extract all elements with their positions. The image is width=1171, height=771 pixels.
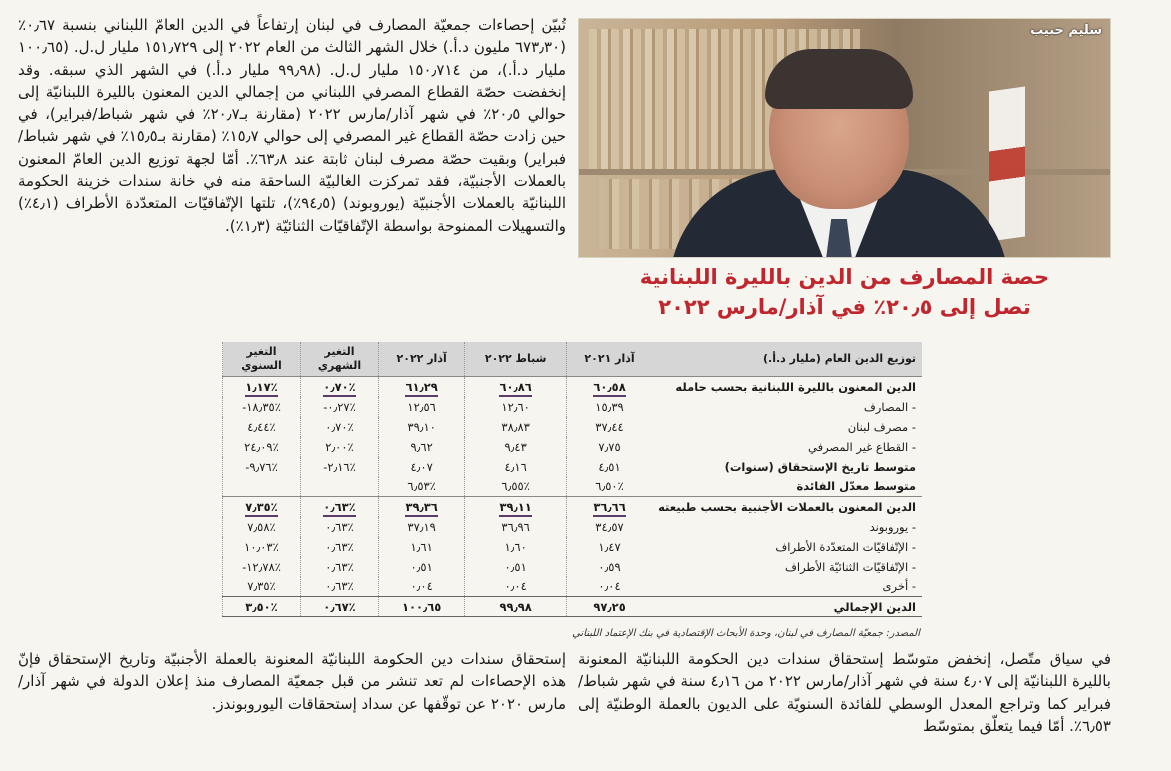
table-header-row: [223, 342, 923, 377]
table-row: [223, 457, 923, 477]
cell-value: ١٥٫٣٩: [595, 399, 624, 414]
row-value: [301, 377, 379, 397]
cell-value: ١٢٫٦٠: [501, 399, 530, 414]
row-value: [223, 577, 301, 597]
cell-value: ٠٫٦٣٪: [325, 579, 354, 594]
cell-value: ١٫٦١: [410, 539, 433, 554]
row-value: [301, 597, 379, 617]
cell-value: ٦٫٥٥٪: [501, 479, 530, 494]
table-row: [223, 577, 923, 597]
header-mar-2021: آذار ٢٠٢١: [567, 342, 653, 377]
cell-value: ٦٠٫٨٦: [499, 380, 531, 397]
row-value: [223, 537, 301, 557]
row-label: - الإتّفاقيّات المتعدّدة الأطراف: [775, 539, 916, 554]
cell-value: ٧٫٧٥: [598, 439, 621, 454]
debt-table-container: [222, 342, 922, 617]
cell-value: ٣٦٫٦٦: [593, 500, 625, 517]
cell-value: ١٠٠٫٦٥: [401, 599, 442, 614]
row-value: [301, 417, 379, 437]
cell-value: ٠٫٥١: [504, 559, 527, 574]
cell-value: ٠٫٥١: [410, 559, 433, 574]
cell-value: ٠٫٧٠٪: [325, 419, 354, 434]
cell-value: ٣٨٫٨٣: [501, 419, 530, 434]
flag-icon: [989, 86, 1025, 241]
row-value: [223, 437, 301, 457]
row-value: [567, 457, 653, 477]
photo-credit: سليم حبيب: [1030, 23, 1102, 38]
cell-value: ٠٫٥٩: [598, 559, 621, 574]
row-value: [567, 537, 653, 557]
table-row: [223, 417, 923, 437]
row-value: [379, 537, 465, 557]
row-label: - القطاع غير المصرفي: [807, 439, 916, 454]
row-label: الدين المعنون بالعملات الأجنبية بحسب طبيعته: [658, 499, 916, 514]
row-label: - المصارف: [863, 399, 916, 414]
cell-value: ٤٫٤٤٪: [247, 419, 276, 434]
cell-value: -١٢٫٧٨٪: [242, 559, 281, 574]
cell-value: ٧٫٣٥٪: [247, 579, 276, 594]
row-value: [223, 397, 301, 417]
cell-value: ٩٫٤٣: [504, 439, 527, 454]
row-value: [465, 377, 567, 397]
row-value: [465, 397, 567, 417]
row-value: [465, 537, 567, 557]
headline-line-2: تصل إلى ٢٠٫٥٪ في آذار/مارس ٢٠٢٢: [658, 295, 1031, 319]
cell-value: ٩٩٫٩٨: [499, 599, 532, 614]
row-label: متوسط تاريخ الإستحقاق (سنوات): [724, 459, 916, 474]
row-value: [301, 397, 379, 417]
header-category: توزيع الدين العام (مليار د.أ.): [652, 342, 922, 377]
cell-value: -٠٫٢٧٪: [323, 399, 356, 414]
cell-value: ٩٫٦٢: [410, 439, 433, 454]
table-body: [223, 377, 923, 617]
header-feb-2022: شباط ٢٠٢٢: [465, 342, 567, 377]
bottom-left-paragraph: إستحقاق سندات دين الحكومة اللبنانيّة المعنونة بالعملة الأجنبيّة وتاريخ الإستحقاق فإنّ هذه الإحصاءات لم تعد تنشر من قبل جمعيّة المصارف منذ إعلان الدولة في شهر آذار/مارس ٢٠٢٠ عن توقّفها عن سداد إستحقاقات اليوروبوندز.: [18, 650, 566, 713]
cell-value: ٤٫٥١: [598, 459, 621, 474]
cell-value: ٦٠٫٥٨: [593, 380, 625, 397]
row-value: [223, 457, 301, 477]
cell-value: ٠٫٦٧٪: [323, 599, 356, 614]
row-value: [301, 537, 379, 557]
cell-value: ٣٩٫١٠: [407, 419, 436, 434]
cell-value: ٢٫٠٠٪: [325, 439, 354, 454]
table-row: [223, 437, 923, 457]
cell-value: ١٢٫٥٦: [407, 399, 436, 414]
cell-value: ٣٧٫١٩: [407, 519, 436, 534]
row-value: [301, 577, 379, 597]
row-value: [465, 417, 567, 437]
cell-value: ٧٫٣٥٪: [245, 500, 277, 517]
cell-value: ٠٫٦٣٪: [325, 559, 354, 574]
row-value: [465, 497, 567, 517]
row-value: [567, 597, 653, 617]
cell-value: ٠٫٦٣٪: [325, 519, 354, 534]
table-row: [223, 377, 923, 397]
table-row: [223, 557, 923, 577]
headline: [578, 262, 1111, 322]
row-value: [379, 397, 465, 417]
cell-value: ٣٩٫١١: [499, 500, 531, 517]
cell-value: ٣٫٥٠٪: [245, 599, 278, 614]
row-value: [223, 417, 301, 437]
cell-value: ٦٫٥٠٪: [595, 479, 624, 494]
row-label: - أخرى: [882, 579, 916, 594]
row-value: [301, 517, 379, 537]
cell-value: ٤٫١٦: [504, 459, 527, 474]
row-label: - الإتّفاقيّات الثنائيّة الأطراف: [784, 559, 916, 574]
row-value: [379, 517, 465, 537]
cell-value: ٠٫٠٤: [598, 579, 621, 594]
cell-value: ٧٫٥٨٪: [247, 519, 276, 534]
table-row: [223, 537, 923, 557]
cell-value: ٠٫٠٤: [504, 579, 527, 594]
row-value: [301, 497, 379, 517]
row-value: [465, 517, 567, 537]
cell-value: ١٫٤٧: [598, 539, 621, 554]
table-row: [223, 597, 923, 617]
row-value: [465, 557, 567, 577]
row-label: - يوروبوند: [869, 519, 916, 534]
row-value: [301, 437, 379, 457]
cell-value: ٤٫٠٧: [410, 459, 433, 474]
cell-value: ٣٩٫٣٦: [405, 500, 437, 517]
row-value: [567, 477, 653, 497]
cell-value: ٣٦٫٩٦: [501, 519, 530, 534]
cell-value: -١٨٫٣٥٪: [242, 399, 281, 414]
row-value: [567, 497, 653, 517]
row-value: [567, 417, 653, 437]
cell-value: ٣٤٫٥٧: [595, 519, 624, 534]
row-label: - مصرف لبنان: [847, 419, 916, 434]
cell-value: -٢٫١٦٪: [323, 459, 356, 474]
row-value: [379, 437, 465, 457]
cell-value: ٠٫٧٠٪: [323, 380, 355, 397]
table-source: المصدر: جمعيّة المصارف في لبنان، وحدة الأبحاث الإقتصادية في بنك الإعتماد اللبناني: [572, 628, 920, 639]
row-value: [223, 517, 301, 537]
cell-value: ١٠٫٠٣٪: [244, 539, 279, 554]
row-value: [379, 377, 465, 397]
header-mar-2022: آذار ٢٠٢٢: [379, 342, 465, 377]
row-value: [223, 557, 301, 577]
cell-value: ١٫١٧٪: [245, 380, 277, 397]
row-value: [301, 557, 379, 577]
cell-value: ١٫٦٠: [504, 539, 527, 554]
row-value: [465, 477, 567, 497]
header-annual-change: التغير السنوي: [223, 342, 301, 377]
cell-value: -٩٫٧٦٪: [245, 459, 278, 474]
cell-value: ٩٧٫٢٥: [593, 599, 626, 614]
row-value: [379, 577, 465, 597]
table-row: [223, 477, 923, 497]
row-value: [379, 557, 465, 577]
row-value: [223, 377, 301, 397]
headline-line-1: حصة المصارف من الدين بالليرة اللبنانية: [639, 265, 1050, 289]
row-value: [465, 577, 567, 597]
row-value: [567, 377, 653, 397]
header-monthly-change: التغير الشهري: [301, 342, 379, 377]
row-value: [223, 497, 301, 517]
row-value: [567, 517, 653, 537]
row-label: متوسط معدّل الفائدة: [796, 479, 916, 494]
row-value: [379, 457, 465, 477]
row-value: [465, 457, 567, 477]
row-value: [465, 437, 567, 457]
cell-value: ٠٫٦٣٪: [325, 539, 354, 554]
person-hair: [765, 49, 913, 109]
cell-value: ٠٫٦٣٪: [323, 500, 355, 517]
cell-value: ٦١٫٢٩: [405, 380, 437, 397]
cell-value: ٠٫٠٤: [410, 579, 433, 594]
row-value: [465, 597, 567, 617]
table-row: [223, 397, 923, 417]
row-value: [567, 437, 653, 457]
cell-value: ٦٫٥٣٪: [407, 479, 436, 494]
cell-value: ٣٧٫٤٤: [595, 419, 624, 434]
bottom-right-paragraph: في سياق متّصل، إنخفض متوسّط إستحقاق سندات دين الحكومة اللبنانيّة المعنونة بالليرة اللبنانيّة إلى ٤٫٠٧ سنة في شهر آذار/مارس ٢٠٢٢ من ٤٫١٦ سنة في شهر شباط/فبراير كما وتراجع المعدل الوسطي للفائدة السنويّة على الديون بالعملة الوطنيّة إلى ٦٫٥٣٪. أمّا فيما يتعلّق بمتوسّط: [578, 650, 1111, 735]
row-value: [301, 477, 379, 497]
article-photo: [578, 18, 1111, 258]
row-value: [223, 597, 301, 617]
row-label: الدين المعنون بالليرة اللبنانية بحسب حامله: [675, 379, 916, 394]
row-value: [567, 397, 653, 417]
row-value: [223, 477, 301, 497]
table-row: [223, 517, 923, 537]
row-value: [567, 577, 653, 597]
row-value: [301, 457, 379, 477]
row-value: [379, 497, 465, 517]
row-value: [567, 557, 653, 577]
row-label: الدين الإجمالي: [833, 599, 916, 614]
cell-value: ٢٤٫٠٩٪: [244, 439, 279, 454]
row-value: [379, 417, 465, 437]
debt-table: [222, 342, 922, 617]
table-row: [223, 497, 923, 517]
intro-paragraph: تُبيّن إحصاءات جمعيّة المصارف في لبنان إرتفاعاً في الدين العامّ اللبناني بنسبة ٠٫٦٧٪ (٦٧٣٫٣٠ مليون د.أ.) خلال الشهر الثالث من العام ٢٠٢٢ إلى ١٥١٫٧٢٩ مليار ل.ل. (١٠٠٫٦٥ مليار د.أ.)، من ١٥٠٫٧١٤ مليار ل.ل. (٩٩٫٩٨ مليار د.أ.) في الشهر الذي سبقه. وقد إنخفضت حصّة القطاع المصرفي اللبناني من إجمالي الدين المعنون بالليرة اللبنانيّة إلى حوالي ٢٠٫٥٪ في شهر آذار/مارس ٢٠٢٢ (مقارنة بـ٢٠٫٧٪ في شهر شباط/فبراير)، في حين زادت حصّة القطاع غير المصرفي إلى حوالي ١٥٫٧٪ (مقارنة بـ١٥٫٥٪ في شهر شباط/فبراير) وبقيت حصّة مصرف لبنان ثابتة عند ٦٣٫٨٪. أمّا لجهة توزيع الدين العامّ المعنون بالعملات الأجنبيّة، فقد تمركزت الغالبيّة الساحقة منه في خانة سندات خزينة الحكومة اللبنانيّة بالعملات الأجنبيّة (يوروبوند) (٩٤٫٥٪)، تلتها الإتّفاقيّات المتعدّدة الأطراف (٤٫١٪) والتسهيلات الممنوحة بواسطة الإتّفاقيّات الثنائيّة (١٫٣٪).: [18, 16, 567, 235]
row-value: [379, 597, 465, 617]
row-value: [379, 477, 465, 497]
